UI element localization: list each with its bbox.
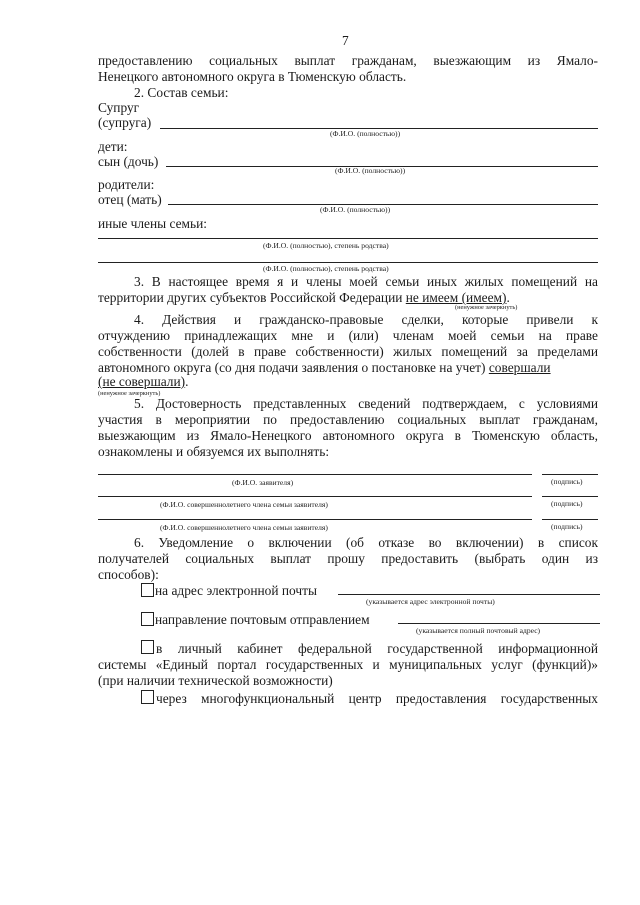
option-post-checkbox[interactable] xyxy=(141,612,154,626)
item4-line-2: отчуждению принадлежащих мне и (или) членам моей семьи на праве xyxy=(98,328,598,343)
applicant-name-line[interactable] xyxy=(98,474,532,475)
item4-line-3: собственности (долей в праве собственности) жилых помещений за пределами xyxy=(98,344,598,359)
adult-member-1-caption: (Ф.И.О. совершеннолетнего члена семьи заявителя) xyxy=(160,500,328,509)
other-member-caption-2: (Ф.И.О. (полностью), степень родства) xyxy=(263,264,389,273)
parents-label: родители: xyxy=(98,177,155,192)
adult-member-1-signature-line[interactable] xyxy=(542,496,598,497)
option-cabinet xyxy=(141,640,155,656)
intro-line-2: Ненецкого автономного округа в Тюменскую область. xyxy=(98,69,407,84)
son-caption: (Ф.И.О. (полностью)) xyxy=(335,166,406,175)
item5-line-1: 5. Достоверность представленных сведений подтверждаем, с условиями xyxy=(134,396,598,411)
item3-line-2: территории других субъектов Российской Федерации не имеем (имеем). xyxy=(98,290,510,305)
adult-member-2-signature-caption: (подпись) xyxy=(551,522,583,531)
intro-line-1: предоставлению социальных выплат гражданам, выезжающим из Ямало- xyxy=(98,53,598,68)
email-fill-line[interactable] xyxy=(338,594,600,595)
other-member-line-1[interactable] xyxy=(98,238,598,239)
option-mfc-checkbox[interactable] xyxy=(141,690,154,704)
option-post: направление почтовым отправлением xyxy=(141,612,370,628)
item5-line-4: ознакомлены и обязуемся их выполнять: xyxy=(98,444,330,459)
other-member-line-2[interactable] xyxy=(98,262,598,263)
father-label: отец (мать) xyxy=(98,192,162,207)
children-label: дети: xyxy=(98,139,128,154)
item5-line-2: участия в мероприятии по предоставлению социальных выплат гражданам, xyxy=(98,412,598,427)
adult-member-2-signature-line[interactable] xyxy=(542,519,598,520)
item4-line-5: (не совершали). xyxy=(98,374,189,389)
applicant-signature-caption: (подпись) xyxy=(551,477,583,486)
option-mfc xyxy=(141,690,155,706)
son-label: сын (дочь) xyxy=(98,154,159,169)
others-label: иные члены семьи: xyxy=(98,216,208,231)
other-member-caption-1: (Ф.И.О. (полностью), степень родства) xyxy=(263,241,389,250)
item3-choice[interactable]: не имеем (имеем) xyxy=(405,290,507,305)
item4-line-1: 4. Действия и гражданско-правовые сделки, которые привели к xyxy=(134,312,598,327)
spouse-caption: (Ф.И.О. (полностью)) xyxy=(330,129,401,138)
option-cabinet-checkbox[interactable] xyxy=(141,640,154,654)
item6-line-2: получателей социальных выплат прошу предоставить (выбрать один из xyxy=(98,551,598,566)
option-cabinet-line-3: (при наличии технической возможности) xyxy=(98,673,333,688)
option-email: на адрес электронной почты xyxy=(141,583,317,599)
item3-line-1: 3. В настоящее время я и члены моей семьи иных жилых помещений на xyxy=(134,274,598,289)
spouse-label-1: Супруг xyxy=(98,100,140,115)
item5-line-3: выезжающим из Ямало-Ненецкого автономного округа в Тюменскую область, xyxy=(98,428,598,443)
email-caption: (указывается адрес электронной почты) xyxy=(366,597,495,606)
option-email-checkbox[interactable] xyxy=(141,583,154,597)
applicant-signature-line[interactable] xyxy=(542,474,598,475)
page-number: 7 xyxy=(342,33,349,48)
applicant-caption: (Ф.И.О. заявителя) xyxy=(232,478,294,487)
item4-line-4: автономного округа (со дня подачи заявления о постановке на учет) совершали xyxy=(98,360,551,375)
option-mfc-line-1: через многофункциональный центр предоставления государственных xyxy=(156,691,598,706)
item3-strike-note: (ненужное зачеркнуть) xyxy=(455,304,518,311)
item6-line-3: способов): xyxy=(98,567,159,582)
option-cabinet-line-2: системы «Единый портал государственных и муниципальных услуг (функций)» xyxy=(98,657,598,672)
adult-member-1-signature-caption: (подпись) xyxy=(551,499,583,508)
item4-strike-note: (ненужное зачеркнуть) xyxy=(98,390,161,397)
post-caption: (указывается полный почтовый адрес) xyxy=(416,626,541,635)
option-cabinet-line-1: в личный кабинет федеральной государственной информационной xyxy=(156,641,598,656)
item4-choice-did[interactable]: совершали xyxy=(488,360,551,375)
item6-line-1: 6. Уведомление о включении (об отказе во включении) в список xyxy=(134,535,598,550)
family-heading: 2. Состав семьи: xyxy=(134,85,229,100)
father-caption: (Ф.И.О. (полностью)) xyxy=(320,205,391,214)
adult-member-2-line[interactable] xyxy=(98,519,532,520)
adult-member-2-caption: (Ф.И.О. совершеннолетнего члена семьи заявителя) xyxy=(160,523,328,532)
spouse-label-2: (супруга) xyxy=(98,115,152,130)
adult-member-1-line[interactable] xyxy=(98,496,532,497)
item4-choice-did-not[interactable]: (не совершали) xyxy=(98,374,186,389)
post-fill-line[interactable] xyxy=(398,623,600,624)
